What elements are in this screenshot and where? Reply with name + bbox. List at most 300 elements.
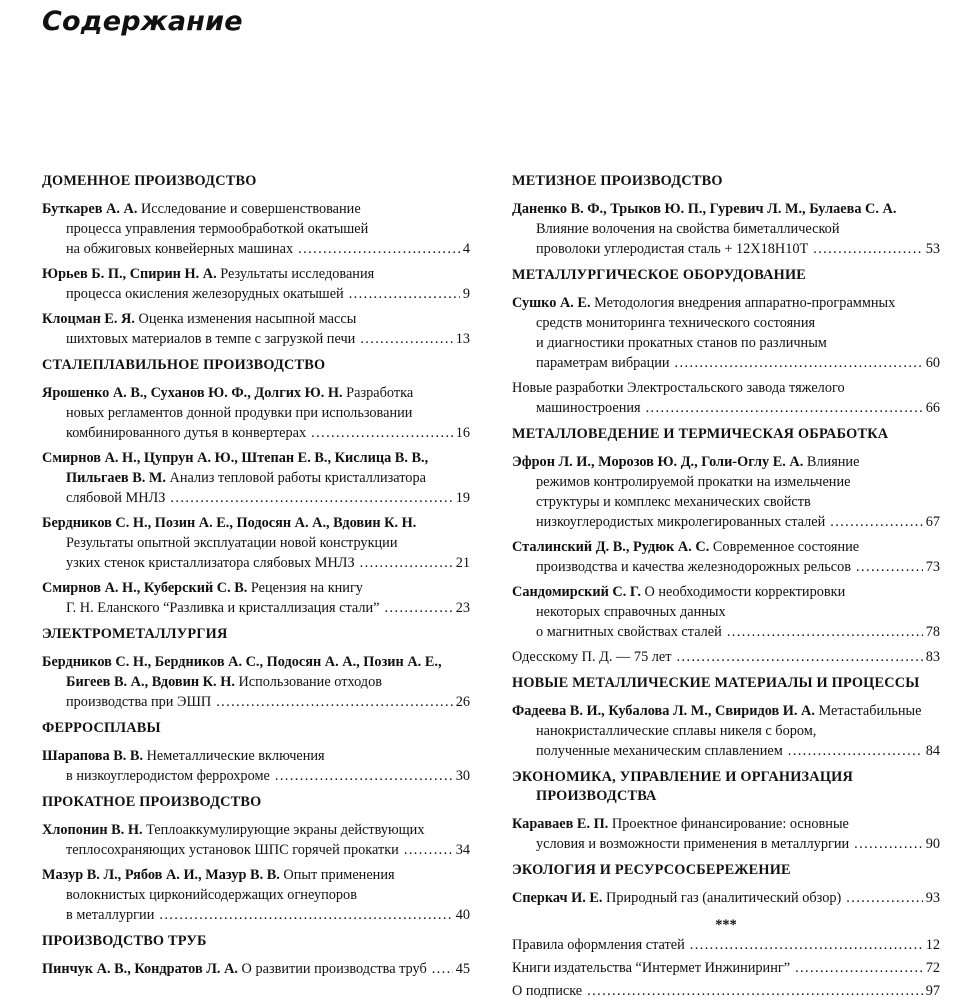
misc-entries (512, 935, 940, 1001)
entry-text (536, 557, 851, 577)
toc-right-column (512, 170, 940, 1004)
section-title-text: МЕТАЛЛОВЕДЕНИЕ И ТЕРМИЧЕСКАЯ ОБРАБОТКА (512, 426, 889, 442)
entry-text (536, 721, 816, 741)
entry-text (536, 512, 825, 532)
entry-line (512, 701, 940, 721)
entry-title-text: Результаты исследования (216, 266, 375, 282)
leader-dots (690, 935, 923, 955)
entry-line (512, 622, 940, 642)
toc-entry[interactable] (42, 746, 470, 786)
leader-dots (675, 353, 923, 373)
toc-entry[interactable] (512, 378, 940, 418)
entry-text (66, 766, 270, 786)
toc-entry[interactable] (512, 701, 940, 761)
entry-line (512, 313, 940, 333)
toc-entry[interactable] (42, 820, 470, 860)
entry-authors: Даненко В. Ф., Трыков Ю. П., Гуревич Л. М., Булаева С. А. (512, 201, 897, 217)
page-number: 53 (925, 241, 940, 257)
entry-title-text: Проектное финансирование: основные (608, 816, 849, 832)
leader-dots (432, 959, 453, 979)
entry-title-text: комбинированного дутья в конвертерах (66, 425, 307, 441)
entry-text (512, 647, 672, 667)
entry-text (42, 264, 374, 284)
page-number: 72 (925, 960, 940, 976)
toc-entry[interactable] (42, 383, 470, 443)
entry-text (66, 598, 380, 618)
page-number: 83 (925, 649, 940, 665)
entry-title-text: Современное состояние (709, 539, 860, 555)
toc-section (42, 623, 470, 712)
entry-text (512, 935, 685, 955)
entry-authors: Пильгаев В. М. (66, 470, 166, 486)
entry-line (42, 865, 470, 885)
section-title-text: ЭКОЛОГИЯ И РЕСУРСОСБЕРЕЖЕНИЕ (512, 862, 791, 878)
toc-entry[interactable] (512, 199, 940, 259)
entry-title-text: в низкоуглеродистом феррохроме (66, 768, 270, 784)
leader-dots (404, 840, 453, 860)
entry-title-text: шихтовых материалов в темпе с загрузкой печи (66, 331, 356, 347)
entry-authors: Бигеев В. А., Вдовин К. Н. (66, 674, 235, 690)
entry-title-text: о магнитных свойствах сталей (536, 624, 722, 640)
leader-dots (349, 284, 460, 304)
entry-authors: Сандомирский С. Г. (512, 584, 641, 600)
entry-title-text: Новые разработки Электростальского завода тяжелого (512, 380, 845, 396)
entry-title-text: проволоки углеродистая сталь + 12Х18Н10Т (536, 241, 809, 257)
entry-line (42, 329, 470, 349)
page-number: 9 (462, 286, 470, 302)
entry-line (512, 814, 940, 834)
entry-line (512, 239, 940, 259)
page-number: 30 (455, 768, 470, 784)
page-number: 84 (925, 743, 940, 759)
section-title (42, 170, 470, 199)
entry-title-text: низкоуглеродистых микролегированных сталей (536, 514, 826, 530)
entry-line (42, 423, 470, 443)
page-number: 97 (925, 983, 940, 999)
entry-text (66, 239, 293, 259)
entry-line (512, 398, 940, 418)
entry-text (66, 885, 357, 905)
entry-title-text: режимов контролируемой прокатки на измельчение (536, 474, 851, 490)
leader-dots (275, 766, 453, 786)
leader-dots (727, 622, 923, 642)
entry-text (42, 578, 363, 598)
toc-section (512, 423, 940, 667)
entry-line (42, 840, 470, 860)
entry-line (512, 557, 940, 577)
toc-entry[interactable] (512, 958, 940, 978)
entry-authors: Буткарев А. А. (42, 201, 138, 217)
entry-line (42, 264, 470, 284)
entry-text (512, 293, 895, 313)
entry-text (536, 741, 783, 761)
section-title (42, 791, 470, 820)
entry-line (512, 834, 940, 854)
page-number: 23 (455, 600, 470, 616)
section-title-text: НОВЫЕ МЕТАЛЛИЧЕСКИЕ МАТЕРИАЛЫ И ПРОЦЕССЫ (512, 675, 920, 691)
entry-text (536, 219, 839, 239)
entry-line (512, 888, 940, 908)
page-number: 45 (455, 961, 470, 977)
entry-text (42, 199, 361, 219)
entry-text (536, 834, 849, 854)
entry-line (512, 199, 940, 219)
entry-line (512, 219, 940, 239)
entry-title-text: Книги издательства “Интермет Инжиниринг” (512, 960, 791, 976)
entry-line (42, 692, 470, 712)
entry-text (66, 840, 399, 860)
entry-title-text: О необходимости корректировки (640, 584, 846, 600)
entry-title-text: средств мониторинга технического состояния (536, 315, 816, 331)
leader-dots (646, 398, 923, 418)
toc-entry[interactable] (42, 309, 470, 349)
entry-text (42, 513, 416, 533)
entry-text (512, 378, 845, 398)
toc-section (42, 791, 470, 925)
entry-line (42, 553, 470, 573)
entry-text (66, 692, 211, 712)
section-title-text: МЕТАЛЛУРГИЧЕСКОЕ ОБОРУДОВАНИЕ (512, 267, 807, 283)
entry-text (536, 333, 827, 353)
entry-text (42, 865, 395, 885)
leader-dots (216, 692, 453, 712)
page-number: 78 (925, 624, 940, 640)
toc-entry[interactable] (512, 981, 940, 1001)
entry-line (42, 239, 470, 259)
entry-line (512, 741, 940, 761)
entry-authors: Бердников С. Н., Позин А. Е., Подосян А. А., Вдовин К. Н. (42, 515, 417, 531)
toc-entry[interactable] (512, 935, 940, 955)
entry-line (42, 885, 470, 905)
entry-title-text: полученные механическим сплавлением (536, 743, 783, 759)
entry-title-text: Опыт применения (279, 867, 395, 883)
entry-line (512, 602, 940, 622)
toc-entry[interactable] (512, 647, 940, 667)
toc-entry[interactable] (512, 452, 940, 532)
leader-dots (360, 329, 452, 349)
toc-section (42, 717, 470, 786)
separator-stars: *** (715, 917, 737, 933)
entry-line (42, 309, 470, 329)
entry-authors: Караваев Е. П. (512, 816, 609, 832)
leader-dots (846, 888, 922, 908)
leader-dots (170, 488, 452, 508)
toc-entry[interactable] (512, 293, 940, 373)
entry-line (512, 492, 940, 512)
page-number: 90 (925, 836, 940, 852)
entry-title-text: слябовой МНЛЗ (66, 490, 166, 506)
entry-authors: Хлопонин В. Н. (42, 822, 143, 838)
page-number: 4 (462, 241, 470, 257)
entry-line (42, 513, 470, 533)
toc-section (512, 859, 940, 908)
toc-entry[interactable] (512, 814, 940, 854)
entry-authors: Бердников С. Н., Бердников А. С., Подосян А. А., Позин А. Е., (42, 654, 442, 670)
entry-text (536, 353, 670, 373)
entry-title-text: на обжиговых конвейерных машинах (66, 241, 294, 257)
toc-entry[interactable] (42, 264, 470, 304)
entry-line (512, 582, 940, 602)
entry-text (66, 488, 165, 508)
entry-title-text: Использование отходов (234, 674, 382, 690)
entry-authors: Клоцман Е. Я. (42, 311, 135, 327)
entry-line (42, 598, 470, 618)
toc-entry[interactable] (42, 199, 470, 259)
entry-authors: Фадеева В. И., Кубалова Л. М., Свиридов И. А. (512, 703, 815, 719)
section-title (512, 170, 940, 199)
entry-title-text: Исследование и совершенствование (137, 201, 361, 217)
page-number: 93 (925, 890, 940, 906)
leader-dots (813, 239, 922, 259)
section-title-text: ЭКОНОМИКА, УПРАВЛЕНИЕ И ОРГАНИЗАЦИЯ (512, 769, 853, 785)
entry-title-text: и диагностики прокатных станов по различным (536, 335, 827, 351)
entry-title-text: Анализ тепловой работы кристаллизатора (165, 470, 426, 486)
leader-dots (385, 598, 453, 618)
entry-title-text: Неметаллические включения (143, 748, 325, 764)
entry-title-text: Разработка (342, 385, 414, 401)
entry-line (512, 452, 940, 472)
leader-dots (587, 981, 923, 1001)
entry-line (42, 403, 470, 423)
toc-section (42, 930, 470, 979)
entry-line (512, 981, 940, 1001)
toc-section (512, 766, 940, 854)
section-title (42, 717, 470, 746)
entry-title-text: некоторых справочных данных (536, 604, 726, 620)
entry-line (42, 959, 470, 979)
entry-text (536, 472, 850, 492)
page-number: 21 (455, 555, 470, 571)
section-title-text: СТАЛЕПЛАВИЛЬНОЕ ПРОИЗВОДСТВО (42, 357, 326, 373)
entry-title-text: структуры и комплекс механических свойств (536, 494, 811, 510)
page-number: 13 (455, 331, 470, 347)
entry-text (42, 652, 442, 672)
entry-line (512, 512, 940, 532)
entry-authors: Эфрон Л. И., Морозов Ю. Д., Голи-Оглу Е. А. (512, 454, 804, 470)
entry-title-text: Оценка изменения насыпной массы (134, 311, 357, 327)
page-number: 19 (455, 490, 470, 506)
section-title (512, 859, 940, 888)
entry-line (512, 721, 940, 741)
entry-text (66, 219, 368, 239)
entry-text (512, 958, 790, 978)
section-title (512, 672, 940, 701)
entry-title-text: новых регламентов донной продувки при использовании (66, 405, 413, 421)
entry-text (512, 199, 896, 219)
toc-section (42, 170, 470, 349)
page-title: Содержание (42, 6, 243, 37)
entry-title-text: О развитии производства труб (237, 961, 427, 977)
entry-title-text: в металлургии (66, 907, 155, 923)
entry-text (512, 814, 849, 834)
entry-title-text: Г. Н. Еланского “Разливка и кристаллизация стали” (66, 600, 380, 616)
toc-entry[interactable] (42, 448, 470, 508)
entry-text (42, 820, 424, 840)
entry-line (42, 284, 470, 304)
leader-dots (159, 905, 452, 925)
entry-text (66, 468, 426, 488)
toc-entry[interactable] (42, 865, 470, 925)
entry-line (512, 333, 940, 353)
entry-line (42, 652, 470, 672)
toc-entry[interactable] (42, 959, 470, 979)
entry-authors: Сталинский Д. В., Рудюк А. С. (512, 539, 710, 555)
entry-title-text: Результаты опытной эксплуатации новой конструкции (66, 535, 398, 551)
entry-authors: Смирнов А. Н., Цупрун А. Ю., Штепан Е. В., Кислица В. В., (42, 450, 429, 466)
page-number: 12 (925, 937, 940, 953)
entry-text (536, 313, 815, 333)
entry-line (42, 766, 470, 786)
entry-title-text: волокнистых цирконийсодержащих огнеупоров (66, 887, 357, 903)
entry-line (42, 383, 470, 403)
entry-title-text: Теплоаккумулирующие экраны действующих (142, 822, 425, 838)
entry-text (66, 329, 355, 349)
page-number: 26 (455, 694, 470, 710)
toc-entry[interactable] (512, 888, 940, 908)
entry-authors: Мазур В. Л., Рябов А. И., Мазур В. В. (42, 867, 280, 883)
leader-dots (298, 239, 460, 259)
entry-line (42, 672, 470, 692)
page-number: 16 (455, 425, 470, 441)
entry-text (66, 423, 306, 443)
entry-text (42, 746, 325, 766)
entry-title-text: Одесскому П. Д. — 75 лет (512, 649, 672, 665)
entry-text (536, 239, 808, 259)
toc-entry[interactable] (42, 513, 470, 573)
entry-title-text: Природный газ (аналитический обзор) (602, 890, 842, 906)
entry-title-text: Рецензия на книгу (247, 580, 363, 596)
toc-entry[interactable] (512, 537, 940, 577)
entry-line (42, 468, 470, 488)
page-number: 67 (925, 514, 940, 530)
entry-title-text: производства при ЭШП (66, 694, 212, 710)
leader-dots (856, 557, 923, 577)
entry-title-text: производства и качества железнодорожных рельсов (536, 559, 852, 575)
entry-line (42, 448, 470, 468)
entry-text (66, 553, 355, 573)
entry-authors: Ярошенко А. В., Суханов Ю. Ф., Долгих Ю. Н. (42, 385, 343, 401)
section-title (42, 354, 470, 383)
entry-text (42, 448, 428, 468)
entry-text (512, 888, 841, 908)
entry-text (512, 537, 859, 557)
entry-title-text: условия и возможности применения в металлургии (536, 836, 850, 852)
entry-text (42, 309, 356, 329)
entry-title-text: узких стенок кристаллизатора слябовых МНЛЗ (66, 555, 355, 571)
entry-title-text: процесса управления термообработкой окатышей (66, 221, 369, 237)
section-title (512, 766, 940, 814)
toc-entry[interactable] (42, 652, 470, 712)
entry-title-text: теплосохраняющих установок ШПС горячей прокатки (66, 842, 399, 858)
entry-title-text: Метастабильные (814, 703, 922, 719)
page-number: 40 (455, 907, 470, 923)
entry-line (512, 537, 940, 557)
entry-line (42, 488, 470, 508)
leader-dots (830, 512, 922, 532)
toc-entry[interactable] (42, 578, 470, 618)
section-title (42, 930, 470, 959)
entry-line (512, 472, 940, 492)
entry-line (42, 746, 470, 766)
leader-dots (854, 834, 923, 854)
entry-text (536, 622, 722, 642)
toc-left-column (42, 170, 470, 984)
section-title-text: ФЕРРОСПЛАВЫ (42, 720, 161, 736)
toc-section (512, 672, 940, 761)
toc-section (512, 264, 940, 418)
entry-line (512, 293, 940, 313)
entry-text (42, 959, 427, 979)
entry-title-text: Правила оформления статей (512, 937, 685, 953)
entry-text (536, 602, 726, 622)
entry-title-text: Методология внедрения аппаратно-программных (590, 295, 896, 311)
entry-text (66, 905, 154, 925)
entry-authors: Шарапова В. В. (42, 748, 144, 764)
entry-title-text: Влияние (803, 454, 860, 470)
entry-title-text: нанокристаллические сплавы никеля с бором, (536, 723, 817, 739)
entry-text (536, 398, 641, 418)
entry-title-text: параметрам вибрации (536, 355, 670, 371)
entry-authors: Сперкач И. Е. (512, 890, 603, 906)
entry-text (66, 672, 382, 692)
entry-text (66, 284, 344, 304)
entry-title-text: процесса окисления железорудных окатышей (66, 286, 344, 302)
section-title-text: ПРОИЗВОДСТВО ТРУБ (42, 933, 207, 949)
leader-dots (677, 647, 923, 667)
entry-text (42, 383, 413, 403)
entry-authors: Пинчук А. В., Кондратов Л. А. (42, 961, 238, 977)
section-title-text: ПРОКАТНОЕ ПРОИЗВОДСТВО (42, 794, 262, 810)
entry-line (512, 353, 940, 373)
entry-text (66, 533, 397, 553)
entry-line (512, 647, 940, 667)
entry-line (512, 378, 940, 398)
entry-text (512, 582, 845, 602)
entry-line (512, 958, 940, 978)
entry-text (512, 981, 582, 1001)
leader-dots (311, 423, 453, 443)
entry-line (42, 905, 470, 925)
section-title (42, 623, 470, 652)
entry-text (536, 492, 811, 512)
entry-text (66, 403, 412, 423)
page-number: 60 (925, 355, 940, 371)
entry-authors: Сушко А. Е. (512, 295, 591, 311)
leader-dots (788, 741, 923, 761)
page-number: 73 (925, 559, 940, 575)
entry-title-text: О подписке (512, 983, 583, 999)
entry-authors: Юрьев Б. П., Спирин Н. А. (42, 266, 217, 282)
section-title-continuation: ПРОИЗВОДСТВА (536, 788, 657, 804)
entry-line (512, 935, 940, 955)
entry-line (42, 820, 470, 840)
section-title-text: ЭЛЕКТРОМЕТАЛЛУРГИЯ (42, 626, 228, 642)
entry-authors: Смирнов А. Н., Куберский С. В. (42, 580, 248, 596)
entry-title-text: машиностроения (536, 400, 641, 416)
section-title (512, 423, 940, 452)
section-title-text: МЕТИЗНОЕ ПРОИЗВОДСТВО (512, 173, 723, 189)
entry-line (42, 199, 470, 219)
entry-text (512, 701, 921, 721)
toc-section (42, 354, 470, 618)
entry-line (42, 219, 470, 239)
leader-dots (360, 553, 453, 573)
entry-title-text: Влияние волочения на свойства биметаллической (536, 221, 840, 237)
leader-dots (795, 958, 923, 978)
toc-entry[interactable] (512, 582, 940, 642)
entry-line (42, 578, 470, 598)
page-number: 66 (925, 400, 940, 416)
